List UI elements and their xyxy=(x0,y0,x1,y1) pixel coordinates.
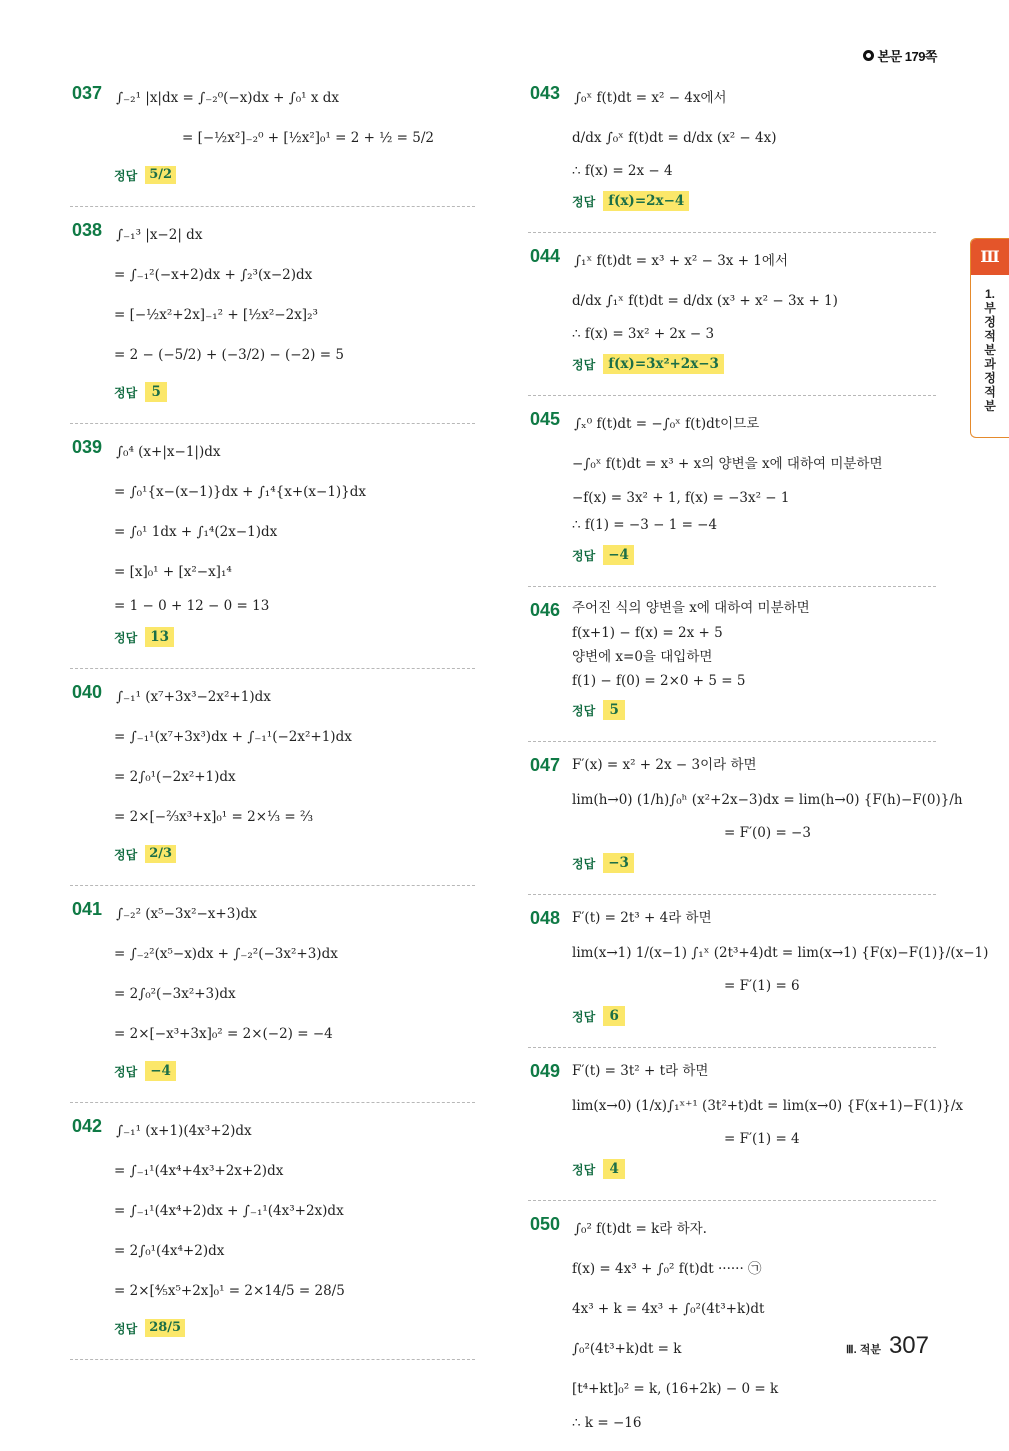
solution-line: f(x+1) − f(x) = 2x + 5 xyxy=(572,625,723,641)
solution-line: = [x]₀¹ + [x²−x]₁⁴ xyxy=(114,564,232,580)
problem-047 xyxy=(528,742,963,895)
solution-line: f(x) = 4x³ + ∫₀² f(t)dt ······ ㉠ xyxy=(572,1261,762,1277)
solution-line: ∫₁ˣ f(t)dt = x³ + x² − 3x + 1에서 xyxy=(574,253,788,269)
solution-line: ∫₋₁³ |x−2| dx xyxy=(116,227,203,243)
left-column xyxy=(70,70,475,1360)
answer-label: 정답 xyxy=(114,630,138,645)
solution-line: = 2∫₀¹(−2x²+1)dx xyxy=(114,769,236,785)
answer-value: −3 xyxy=(603,853,634,873)
solution-line: = 1 − 0 + 12 − 0 = 13 xyxy=(114,598,270,614)
solution-line: = 2∫₀¹(4x⁴+2)dx xyxy=(114,1243,225,1259)
problem-050 xyxy=(528,1201,936,1451)
answer-label: 정답 xyxy=(114,847,138,862)
problem-number: 044 xyxy=(530,246,561,266)
reference-text: 본문 179쪽 xyxy=(877,49,937,64)
problem-number: 047 xyxy=(530,755,561,775)
solution-line: −∫₀ˣ f(t)dt = x³ + x의 양변을 x에 대하여 미분하면 xyxy=(572,456,883,472)
answer-value: 2/3 xyxy=(145,845,176,863)
answer-value: f(x)=2x−4 xyxy=(603,191,689,211)
answer-row xyxy=(528,184,936,218)
solution-line: = 2∫₀²(−3x²+3)dx xyxy=(114,986,236,1002)
problem-039 xyxy=(70,424,475,669)
answer-row xyxy=(528,693,936,727)
solution-line: ∫₋₂² (x⁵−3x²−x+3)dx xyxy=(116,906,257,922)
answer-value: 5 xyxy=(603,700,625,720)
problem-number: 038 xyxy=(72,220,103,240)
solution-line: = ∫₋₁¹(4x⁴+2)dx + ∫₋₁¹(4x³+2x)dx xyxy=(114,1203,344,1219)
solution-line: = ∫₀¹ 1dx + ∫₁⁴(2x−1)dx xyxy=(114,524,278,540)
answer-row xyxy=(528,1152,936,1186)
answer-value: 4 xyxy=(603,1159,625,1179)
answer-row xyxy=(70,837,475,871)
answer-row xyxy=(70,620,475,654)
solution-line: = ∫₀¹{x−(x−1)}dx + ∫₁⁴{x+(x−1)}dx xyxy=(114,484,367,500)
problem-number: 039 xyxy=(72,437,103,457)
solution-line: = F′(1) = 4 xyxy=(724,1131,800,1147)
solution-line: ∫₋₁¹ (x+1)(4x³+2)dx xyxy=(116,1123,252,1139)
problem-041 xyxy=(70,886,475,1103)
problem-number: 048 xyxy=(530,908,561,928)
solution-line: 주어진 식의 양변을 x에 대하여 미분하면 xyxy=(572,600,810,616)
footer-section: Ⅲ. 적분 xyxy=(846,1344,881,1356)
problem-number: 045 xyxy=(530,409,561,429)
answer-value: f(x)=3x²+2x−3 xyxy=(603,354,724,374)
solution-line: 양변에 x=0을 대입하면 xyxy=(572,649,713,665)
right-column xyxy=(528,70,989,1451)
answer-value: 28/5 xyxy=(145,1319,185,1337)
page-number: 307 xyxy=(888,1332,929,1359)
solution-line: = [−½x²]₋₂⁰ + [½x²]₀¹ = 2 + ½ = 5/2 xyxy=(182,130,434,146)
solution-line: = F′(1) = 6 xyxy=(724,978,800,994)
solution-line: = 2×[−⅔x³+x]₀¹ = 2×⅓ = ⅔ xyxy=(114,809,314,825)
problem-number: 046 xyxy=(530,600,561,620)
answer-label: 정답 xyxy=(114,1321,138,1336)
problem-number: 041 xyxy=(72,899,103,919)
problem-046 xyxy=(528,587,936,742)
problem-042 xyxy=(70,1103,475,1360)
circle-icon xyxy=(863,50,874,61)
solution-line: d/dx ∫₁ˣ f(t)dt = d/dx (x³ + x² − 3x + 1) xyxy=(572,293,838,309)
problem-number: 040 xyxy=(72,682,103,702)
answer-label: 정답 xyxy=(572,548,596,563)
answer-value: −4 xyxy=(145,1061,176,1081)
solution-line: = 2×[⅘x⁵+2x]₀¹ = 2×14/5 = 28/5 xyxy=(114,1283,345,1299)
solution-line: ∫₀²(4t³+k)dt = k xyxy=(572,1341,682,1357)
solution-line: [t⁴+kt]₀² = k, (16+2k) − 0 = k xyxy=(572,1381,779,1397)
solution-line: ∴ f(1) = −3 − 1 = −4 xyxy=(572,517,718,533)
answer-value: 13 xyxy=(145,627,174,647)
answer-label: 정답 xyxy=(114,385,138,400)
answer-row xyxy=(70,1311,475,1345)
answer-value: 5 xyxy=(145,382,167,402)
solution-line: ∴ k = −16 xyxy=(572,1415,642,1431)
answer-label: 정답 xyxy=(572,1162,596,1177)
chapter-roman: Ⅲ xyxy=(971,239,1009,275)
problem-number: 037 xyxy=(72,83,103,103)
answer-row xyxy=(70,375,475,409)
problem-number: 042 xyxy=(72,1116,103,1136)
answer-label: 정답 xyxy=(572,357,596,372)
solution-line: = F′(0) = −3 xyxy=(724,825,811,841)
solution-line: 4x³ + k = 4x³ + ∫₀²(4t³+k)dt xyxy=(572,1301,765,1317)
solution-line: ∫₀ˣ f(t)dt = x² − 4x에서 xyxy=(574,90,727,106)
solution-line: ∴ f(x) = 3x² + 2x − 3 xyxy=(572,326,715,342)
answer-row xyxy=(528,538,936,572)
answer-label: 정답 xyxy=(114,1064,138,1079)
solution-line: ∫₀² f(t)dt = k라 하자. xyxy=(574,1221,707,1237)
solution-line: d/dx ∫₀ˣ f(t)dt = d/dx (x² − 4x) xyxy=(572,130,777,146)
problem-043 xyxy=(528,70,936,233)
answer-row xyxy=(528,846,936,880)
solution-line: ∫₀⁴ (x+|x−1|)dx xyxy=(116,444,221,460)
solution-line: = ∫₋₁²(−x+2)dx + ∫₂³(x−2)dx xyxy=(114,267,313,283)
solution-line: F′(t) = 2t³ + 4라 하면 xyxy=(572,910,712,926)
answer-label: 정답 xyxy=(114,168,138,183)
problem-number: 050 xyxy=(530,1214,561,1234)
answer-value: 6 xyxy=(603,1006,625,1026)
solution-line: ∫₋₁¹ (x⁷+3x³−2x²+1)dx xyxy=(116,689,271,705)
solution-line: f(1) − f(0) = 2×0 + 5 = 5 xyxy=(572,673,746,689)
solution-line: F′(x) = x² + 2x − 3이라 하면 xyxy=(572,757,757,773)
answer-row xyxy=(70,1054,475,1088)
answer-label: 정답 xyxy=(572,703,596,718)
page-reference xyxy=(863,46,937,65)
solution-line: −f(x) = 3x² + 1, f(x) = −3x² − 1 xyxy=(572,490,790,506)
page-footer xyxy=(846,1332,929,1360)
solution-line: lim(x→1) 1/(x−1) ∫₁ˣ (2t³+4)dt = lim(x→1) {F(x)−F(1)}/(x−1) xyxy=(572,945,989,961)
problem-048 xyxy=(528,895,989,1048)
problem-038 xyxy=(70,207,475,424)
problem-number: 049 xyxy=(530,1061,561,1081)
answer-row xyxy=(70,158,475,192)
problem-049 xyxy=(528,1048,964,1201)
solution-line: lim(x→0) (1/x)∫₁ˣ⁺¹ (3t²+t)dt = lim(x→0) {F(x+1)−F(1)}/x xyxy=(572,1098,964,1114)
problem-044 xyxy=(528,233,936,396)
problem-040 xyxy=(70,669,475,886)
answer-label: 정답 xyxy=(572,1009,596,1024)
solution-line: F′(t) = 3t² + t라 하면 xyxy=(572,1063,709,1079)
answer-label: 정답 xyxy=(572,194,596,209)
problem-045 xyxy=(528,396,936,587)
problem-number: 043 xyxy=(530,83,561,103)
solution-line: = 2 − (−5/2) + (−3/2) − (−2) = 5 xyxy=(114,347,344,363)
solution-line: lim(h→0) (1/h)∫₀ʰ (x²+2x−3)dx = lim(h→0) {F(h)−F(0)}/h xyxy=(572,792,963,808)
solution-line: ∫ₓ⁰ f(t)dt = −∫₀ˣ f(t)dt이므로 xyxy=(574,416,760,432)
answer-row xyxy=(528,999,936,1033)
answer-label: 정답 xyxy=(572,856,596,871)
answer-value: −4 xyxy=(603,545,634,565)
problem-037 xyxy=(70,70,475,207)
solution-line: ∴ f(x) = 2x − 4 xyxy=(572,163,673,179)
chapter-side-tab xyxy=(970,238,1009,438)
answer-value: 5/2 xyxy=(145,166,176,184)
solution-line: = ∫₋₂²(x⁵−x)dx + ∫₋₂²(−3x²+3)dx xyxy=(114,946,338,962)
solution-line: ∫₋₂¹ |x|dx = ∫₋₂⁰(−x)dx + ∫₀¹ x dx xyxy=(116,90,340,106)
solution-line: = [−½x²+2x]₋₁² + [½x²−2x]₂³ xyxy=(114,307,318,323)
solution-line: = ∫₋₁¹(4x⁴+4x³+2x+2)dx xyxy=(114,1163,284,1179)
chapter-section-label: 1.부정적분과정적분 xyxy=(984,287,996,413)
solution-line: = ∫₋₁¹(x⁷+3x³)dx + ∫₋₁¹(−2x²+1)dx xyxy=(114,729,352,745)
answer-row xyxy=(528,347,936,381)
solution-line: = 2×[−x³+3x]₀² = 2×(−2) = −4 xyxy=(114,1026,333,1042)
